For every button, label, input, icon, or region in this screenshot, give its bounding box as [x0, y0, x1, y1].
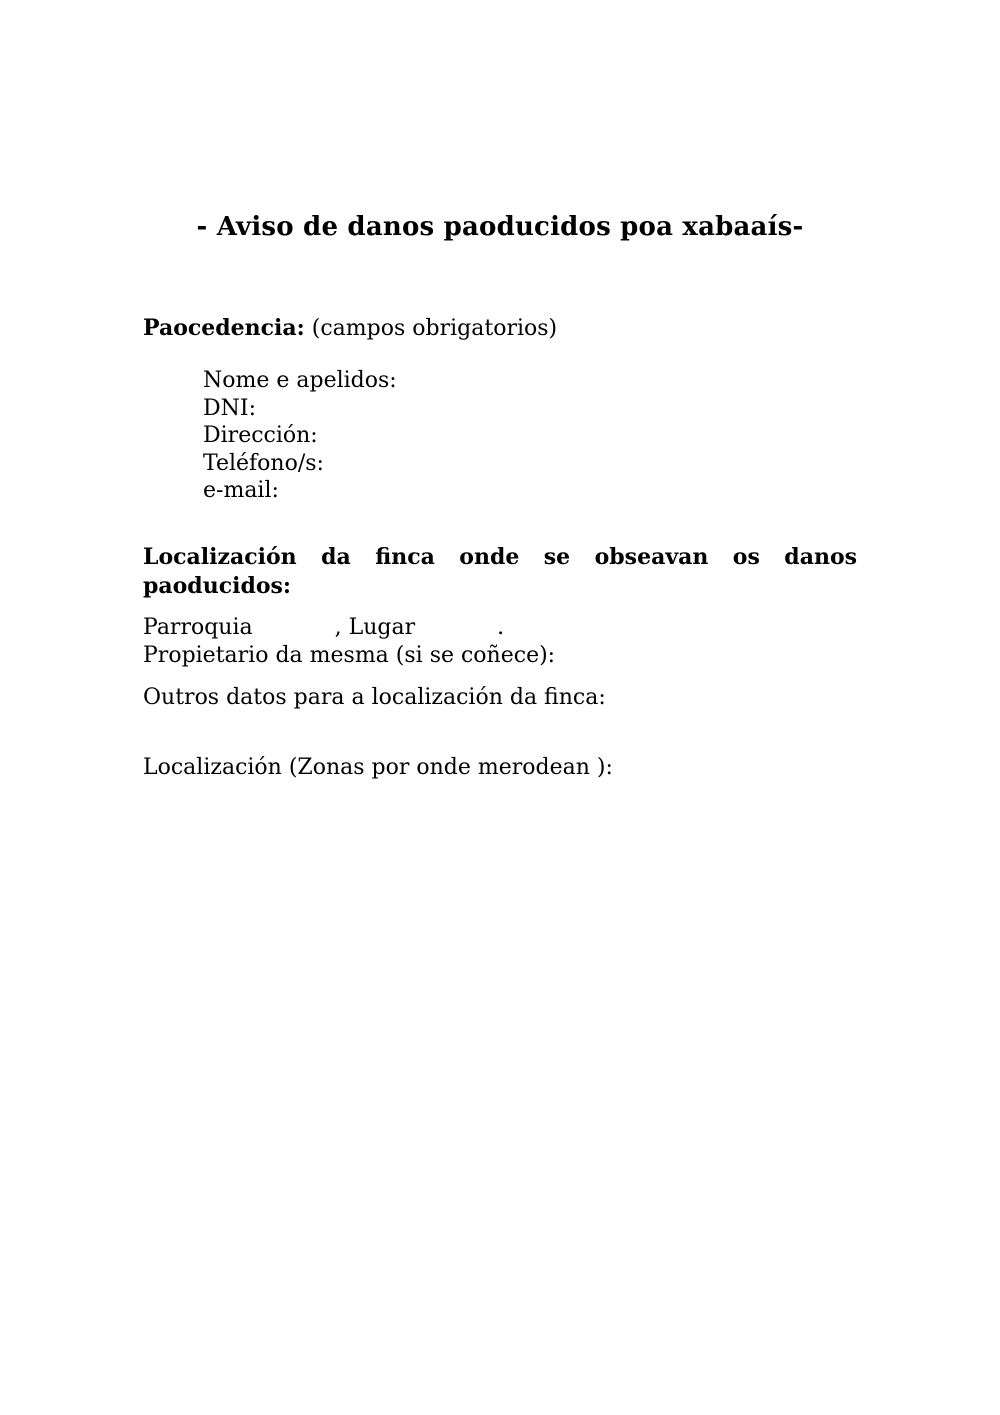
field-dni: DNI: — [203, 395, 256, 421]
document-title: - Aviso de danos paoducidos poa xabaaís- — [196, 212, 804, 242]
field-nome-apelidos: Nome e apelidos: — [203, 368, 397, 393]
lugar-end: . — [497, 615, 505, 640]
procedencia-label: Paocedencia: — [143, 315, 305, 341]
field-telefono: Teléfono/s: — [203, 450, 324, 476]
other-data-line: Outros datos para a localización da finca: — [143, 685, 606, 710]
procedencia-fields — [203, 367, 397, 505]
field-email: e-mail: — [203, 478, 279, 503]
procedencia-note: (campos obrigatorios) — [311, 316, 558, 341]
parroquia-label: Parroquia — [143, 615, 253, 640]
zones-line: Localización (Zonas por onde merodean ): — [143, 755, 613, 780]
parroquia-line — [143, 615, 504, 640]
localizacion-heading: Localización da finca onde se obseavan os danos paoducidos: — [143, 544, 857, 599]
field-direccion: Dirección: — [203, 423, 318, 448]
lugar-label: , Lugar — [334, 615, 416, 640]
owner-line: Propietario da mesma (si se coñece): — [143, 643, 556, 668]
procedencia-heading — [143, 315, 557, 341]
